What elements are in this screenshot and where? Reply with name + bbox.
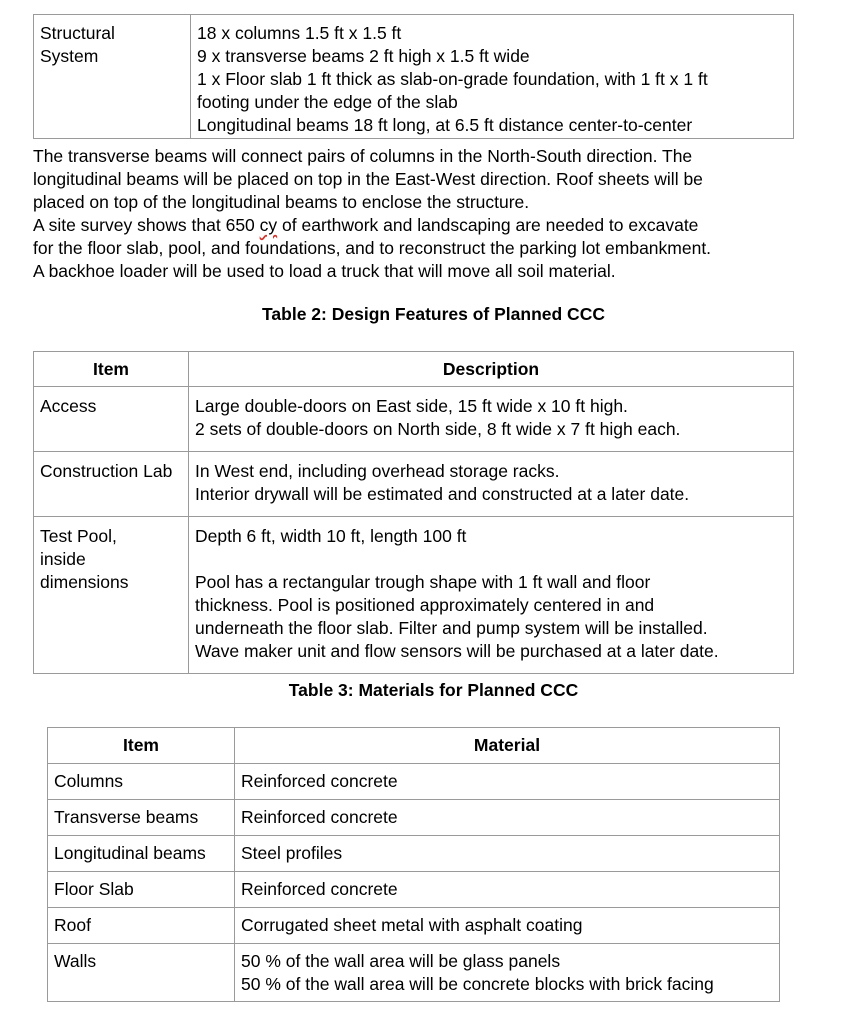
table-row: [48, 764, 780, 800]
structural-system-label: Structural System: [34, 15, 191, 139]
row-item: Floor Slab: [48, 872, 235, 908]
table-row: [34, 387, 794, 452]
row-item: Longitudinal beams: [48, 836, 235, 872]
table3-caption: Table 3: Materials for Planned CCC: [288, 680, 579, 700]
table-row: [48, 944, 780, 1002]
structural-system-description: 18 x columns 1.5 ft x 1.5 ft 9 x transverse beams 2 ft high x 1.5 ft wide 1 x Floor slab 1 ft thick as slab-on-grade foundation, with 1 ft x 1 ft footing under the edge of the slab Longitudinal beams 18 ft long, at 6.5 ft distance center-to-center: [191, 15, 794, 139]
site-survey-line: A site survey shows that 650 cy of earthwork and landscaping are needed to excavate: [33, 215, 699, 235]
row-material: Reinforced concrete: [235, 800, 780, 836]
row-description: In West end, including overhead storage racks. Interior drywall will be estimated and constructed at a later date.: [189, 452, 794, 517]
table-row: [34, 517, 794, 674]
row-item: Roof: [48, 908, 235, 944]
description-paragraph: The transverse beams will connect pairs of columns in the North-South direction. The longitudinal beams will be placed on top in the East-West direction. Roof sheets will be placed on top of the longitudinal beams to enclose the structure. A site survey shows that 650 cy of earthwork and landscaping are needed to excavate for the floor slab, pool, and foundations, and to reconstruct the parking lot embankment. A backhoe loader will be used to load a truck that will move all soil material.: [33, 145, 803, 283]
column-header-description: Description: [189, 352, 794, 387]
table-header-row: [48, 728, 780, 764]
table-row: [34, 15, 794, 139]
row-item: Test Pool, inside dimensions: [34, 517, 189, 674]
row-item: Construction Lab: [34, 452, 189, 517]
row-material: Corrugated sheet metal with asphalt coating: [235, 908, 780, 944]
table-header-row: [34, 352, 794, 387]
column-header-item: Item: [34, 352, 189, 387]
row-item: Access: [34, 387, 189, 452]
row-description: Large double-doors on East side, 15 ft wide x 10 ft high. 2 sets of double-doors on North side, 8 ft wide x 7 ft high each.: [189, 387, 794, 452]
structural-system-table: [33, 14, 794, 139]
column-header-material: Material: [235, 728, 780, 764]
row-item: Columns: [48, 764, 235, 800]
spacer: [195, 548, 787, 571]
row-description: Depth 6 ft, width 10 ft, length 100 ft Pool has a rectangular trough shape with 1 ft wall and floor thickness. Pool is positioned approximately centered in and underneath the floor slab. Filter and pump system will be installed. Wave maker unit and flow sensors will be purchased at a later date.: [189, 517, 794, 674]
table-row: [48, 908, 780, 944]
materials-table: [47, 727, 780, 1002]
row-item: Transverse beams: [48, 800, 235, 836]
row-material: 50 % of the wall area will be glass panels 50 % of the wall area will be concrete blocks with brick facing: [235, 944, 780, 1002]
table2-caption: Table 2: Design Features of Planned CCC: [262, 304, 605, 324]
table-row: [48, 836, 780, 872]
row-material: Reinforced concrete: [235, 872, 780, 908]
table-row: [48, 872, 780, 908]
row-material: Reinforced concrete: [235, 764, 780, 800]
column-header-item: Item: [48, 728, 235, 764]
table-row: [48, 800, 780, 836]
row-item: Walls: [48, 944, 235, 1002]
table-row: [34, 452, 794, 517]
design-features-table: [33, 351, 794, 674]
row-material: Steel profiles: [235, 836, 780, 872]
spellcheck-word: cy: [259, 215, 278, 235]
